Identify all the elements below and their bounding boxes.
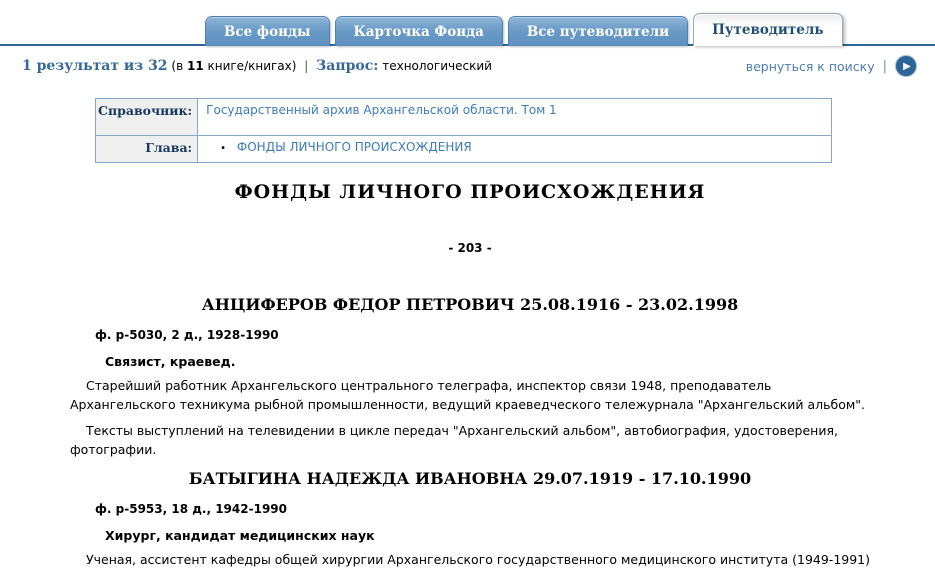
separator: | <box>304 59 309 73</box>
play-icon: ▶ <box>903 60 911 72</box>
document-title: ФОНДЫ ЛИЧНОГО ПРОИСХОЖДЕНИЯ <box>234 181 706 203</box>
entry-heading: БАТЫГИНА НАДЕЖДА ИВАНОВНА 29.07.1919 - 17.10.1990 <box>188 469 752 488</box>
book-link[interactable]: Государственный архив Архангельской области. Том 1 <box>206 103 557 117</box>
entry-paragraph: Ученая, ассистент кафедры общей хирургии Архангельского государственного медицинского института (1949-1991) <box>86 552 871 567</box>
tab-all-guides[interactable]: Все путеводители <box>508 16 688 46</box>
chapter-label: Глава: <box>96 136 198 163</box>
result-actions <box>746 55 917 77</box>
occupation-line: Хирург, кандидат медицинских наук <box>105 528 375 543</box>
result-bar <box>0 46 935 86</box>
diamond-bullet-icon: • <box>220 143 227 154</box>
fond-reference: ф. р-5953, 18 д., 1942-1990 <box>95 502 287 516</box>
books-count: 11 <box>186 59 204 73</box>
guide-document <box>0 181 935 570</box>
chapter-value-cell <box>198 136 832 163</box>
book-value-cell <box>198 99 832 136</box>
chapter-link[interactable]: ФОНДЫ ЛИЧНОГО ПРОИСХОЖДЕНИЯ <box>236 140 472 154</box>
query-value: технологический <box>382 59 492 73</box>
back-to-search-link[interactable]: вернуться к поиску <box>745 58 875 74</box>
entry-paragraph: Тексты выступлений на телевидении в цикле передач "Архангельский альбом", автобиография, удостоверения, фотографии. <box>70 423 838 457</box>
tab-all-fonds[interactable]: Все фонды <box>205 16 330 46</box>
entry-heading: АНЦИФЕРОВ ФЕДОР ПЕТРОВИЧ 25.08.1916 - 23.02.1998 <box>201 295 739 314</box>
in-books-suffix: книге/книгах) <box>203 59 297 73</box>
tab-fond-card[interactable]: Карточка Фонда <box>335 16 503 46</box>
in-books-prefix: (в <box>171 59 187 73</box>
reference-table <box>95 98 832 163</box>
fond-reference: ф. р-5030, 2 д., 1928-1990 <box>95 328 279 342</box>
book-label: Справочник: <box>96 99 198 136</box>
result-count: 1 результат из 32 <box>22 58 168 74</box>
page-number: - 203 - <box>448 241 492 255</box>
occupation-line: Связист, краевед. <box>105 354 236 369</box>
table-row <box>96 136 832 163</box>
next-result-button[interactable] <box>895 55 917 77</box>
result-summary <box>22 58 492 74</box>
back-separator: | <box>882 58 887 74</box>
tab-guide-active[interactable]: Путеводитель <box>693 13 842 46</box>
entry-paragraph: Старейший работник Архангельского центрального телеграфа, инспектор связи 1948, преподаватель Архангельского техникума рыбной промышленности, ведущий краеведческого тележурнала "Архангельский альбом". <box>70 378 865 412</box>
tabs-container <box>205 13 843 46</box>
query-label: Запрос: <box>316 58 379 74</box>
tab-strip <box>0 0 935 46</box>
table-row <box>96 99 832 136</box>
